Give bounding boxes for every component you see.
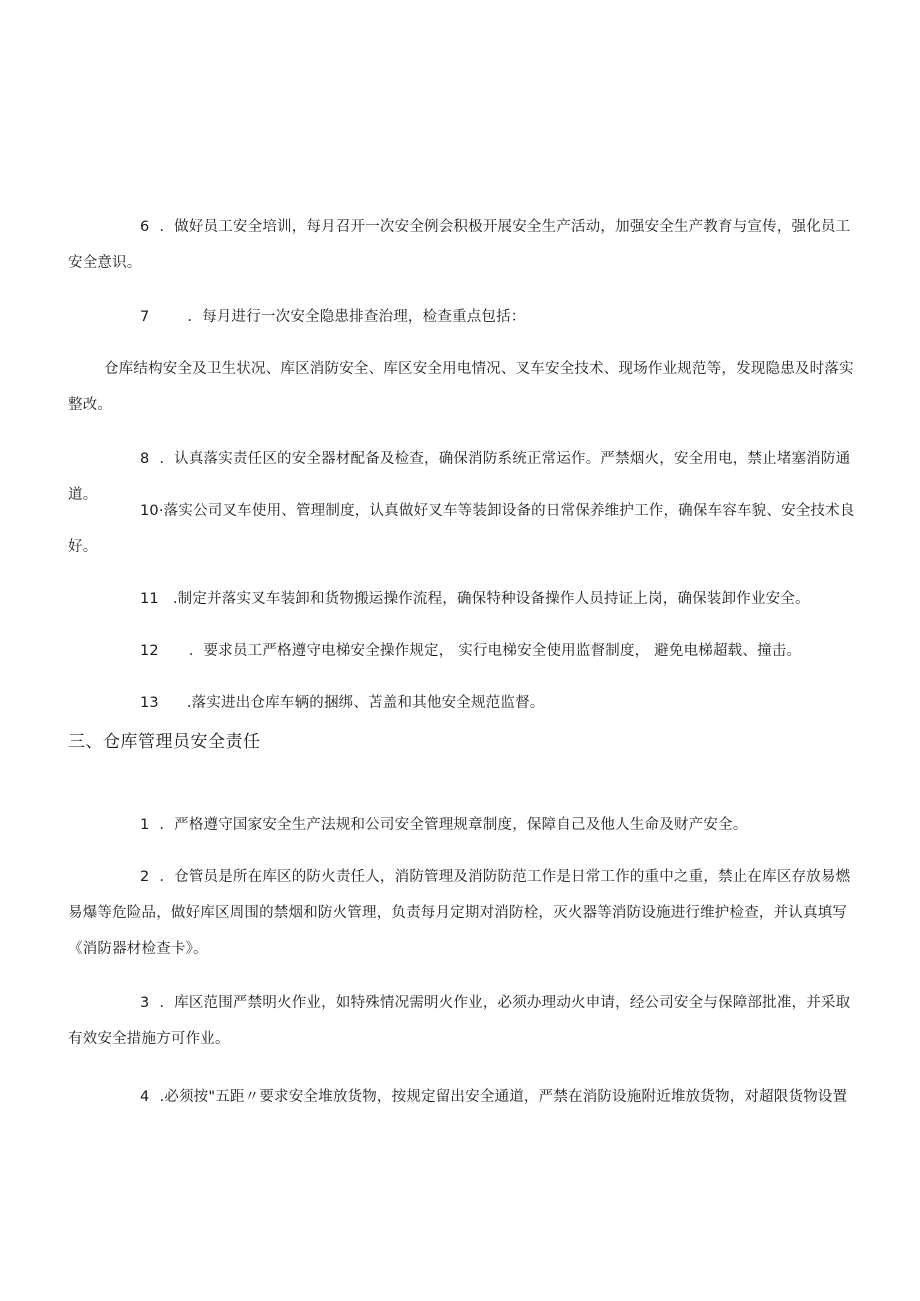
paragraph-duty-1	[68, 807, 858, 843]
item-number: 3	[140, 994, 150, 1011]
item-text: ．库区范围严禁明火作业，如特殊情况需明火作业，必须办理动火申请，经公司安全与保障部批准，并采取有效安全措施方可作业。	[68, 994, 851, 1047]
item-number: 2	[140, 868, 150, 885]
item-number: 6	[140, 218, 150, 235]
item-number: 11	[140, 590, 159, 607]
item-number: 13	[140, 694, 159, 711]
paragraph-item-13	[68, 685, 858, 721]
item-text: .落实进出仓库车辆的捆绑、苫盖和其他安全规范监督。	[186, 694, 545, 711]
paragraph-item-6	[68, 209, 858, 281]
paragraph-duty-2	[68, 859, 858, 967]
paragraph-item-10	[68, 493, 858, 565]
item-number: 12	[140, 642, 159, 659]
item-number: 4	[140, 1088, 150, 1105]
item-number: 8	[140, 450, 150, 467]
paragraph-item-7-detail	[68, 351, 858, 423]
paragraph-duty-3	[68, 985, 858, 1057]
item-text: ．仓管员是所在库区的防火责任人，消防管理及消防防范工作是日常工作的重中之重，禁止在库区存放易燃易爆等危险品，做好库区周围的禁烟和防火管理，负责每月定期对消防栓，灭火器等消防设施进行维护检查，并认真填写《消防器材检查卡》。	[68, 868, 851, 957]
item-text: ·落实公司叉车使用、管理制度，认真做好叉车等装卸设备的日常保养维护工作，确保车容车貌、安全技术良好。	[68, 502, 855, 555]
item-number: 10	[140, 502, 159, 519]
item-text: 仓库结构安全及卫生状况、库区消防安全、库区安全用电情况、叉车安全技术、现场作业规范等，发现隐患及时落实整改。	[68, 360, 854, 413]
paragraph-duty-4	[68, 1079, 858, 1115]
item-text: ．做好员工安全培训，每月召开一次安全例会积极开展安全生产活动，加强安全生产教育与宣传，强化员工安全意识。	[68, 218, 851, 271]
item-text: ．严格遵守国家安全生产法规和公司安全管理规章制度，保障自己及他人生命及财产安全。	[159, 816, 748, 833]
paragraph-item-12	[68, 633, 858, 669]
item-text: ．要求员工严格遵守电梯安全操作规定， 实行电梯安全使用监督制度， 避免电梯超载、撞击。	[188, 642, 802, 659]
item-text: ．认真落实责任区的安全器材配备及检查，确保消防系统正常运作。严禁烟火，安全用电，禁止堵塞消防通道。	[68, 450, 851, 503]
item-number: 1	[140, 816, 150, 833]
item-number: 7	[140, 308, 150, 325]
paragraph-item-11	[68, 581, 858, 617]
section-heading: 三、仓库管理员安全责任	[68, 732, 261, 752]
item-text: .必须按"五距〃要求安全堆放货物，按规定留出安全通道，严禁在消防设施附近堆放货物，对超限货物设置	[159, 1088, 848, 1105]
item-text: .制定并落实叉车装卸和货物搬运操作流程，确保特种设备操作人员持证上岗，确保装卸作业安全。	[172, 590, 810, 607]
paragraph-item-7	[68, 299, 858, 335]
item-text: ．每月进行一次安全隐患排查治理，检查重点包括：	[187, 308, 526, 325]
